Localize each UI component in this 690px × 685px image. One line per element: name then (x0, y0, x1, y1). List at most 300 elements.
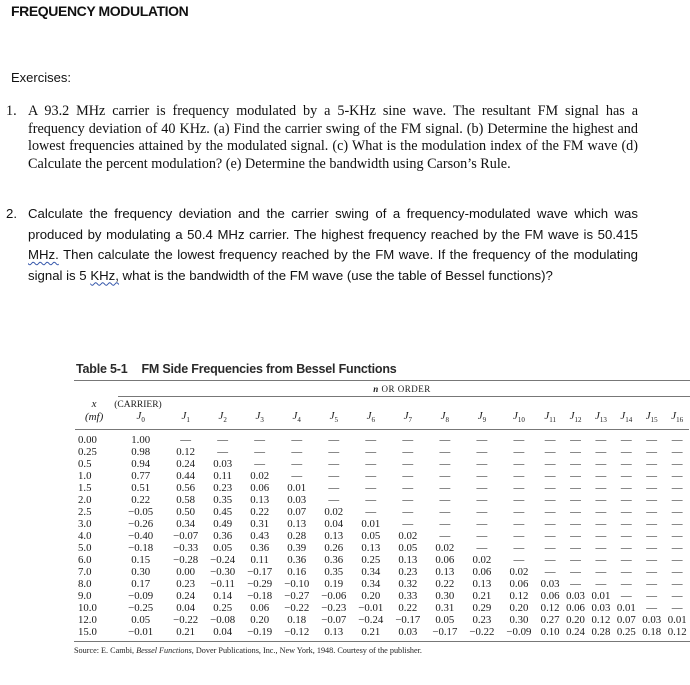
bessel-value: — (217, 446, 229, 459)
bessel-value: 0.02 (398, 530, 418, 543)
bessel-value: −0.01 (358, 602, 384, 615)
table-row (74, 458, 690, 470)
bessel-value: 0.26 (324, 542, 344, 555)
bessel-value: — (620, 482, 632, 495)
bessel-value: — (595, 458, 607, 471)
bessel-value: — (646, 494, 658, 507)
bessel-value: — (570, 434, 581, 447)
bessel-table-figure (74, 362, 690, 655)
table-row (74, 518, 690, 530)
bessel-value: — (595, 530, 607, 543)
x-value: 2.0 (78, 494, 92, 507)
bessel-value: — (570, 506, 581, 519)
bessel-value: — (513, 554, 525, 567)
x-value: 2.5 (78, 506, 92, 519)
bessel-value: 0.15 (131, 554, 151, 567)
section-label: Exercises: (11, 70, 71, 85)
column-header-j1: $J_1$ (181, 410, 190, 425)
bessel-value: — (254, 446, 266, 459)
bessel-value: 0.12 (509, 590, 529, 603)
bessel-value: 0.35 (213, 494, 233, 507)
bessel-value: — (402, 458, 414, 471)
table-row (74, 434, 690, 446)
bessel-value: 0.02 (435, 542, 455, 555)
bessel-value: — (646, 590, 658, 603)
bessel-value: −0.19 (247, 626, 273, 639)
bessel-value: — (328, 470, 340, 483)
table-row (74, 494, 690, 506)
bessel-value: — (595, 494, 607, 507)
bessel-value: 0.58 (176, 494, 196, 507)
bessel-value: 0.06 (435, 554, 455, 567)
bessel-value: — (620, 518, 632, 531)
bessel-value: −0.28 (173, 554, 199, 567)
bessel-value: 0.05 (131, 614, 151, 627)
x-value: 12.0 (78, 614, 97, 627)
source-book: Bessel Functions (136, 646, 192, 656)
bessel-value: 0.36 (213, 530, 233, 543)
bessel-value: — (620, 470, 632, 483)
bessel-value: 0.33 (398, 590, 418, 603)
bessel-value: 0.24 (566, 626, 585, 639)
bessel-value: 0.36 (250, 542, 270, 555)
bessel-value: 0.25 (213, 602, 233, 615)
bessel-value: 0.06 (566, 602, 585, 615)
bessel-value: 0.03 (540, 578, 560, 591)
bessel-value: — (671, 590, 683, 603)
x-value: 1.0 (78, 470, 92, 483)
bessel-value: — (595, 542, 607, 555)
bessel-value: 0.06 (250, 602, 270, 615)
bessel-value: 0.23 (398, 566, 418, 579)
bessel-value: −0.18 (128, 542, 154, 555)
bessel-value: — (620, 554, 632, 567)
bessel-value: 0.06 (540, 590, 560, 603)
bessel-value: — (620, 566, 632, 579)
order-header (114, 381, 690, 396)
bessel-value: — (646, 506, 658, 519)
bessel-value: — (671, 482, 683, 495)
column-header-j16: $J_{16}$ (671, 410, 684, 425)
column-header-j12: $J_{12}$ (569, 410, 582, 425)
bessel-value: 0.14 (213, 590, 233, 603)
bessel-value: −0.24 (210, 554, 236, 567)
bessel-value: −0.30 (210, 566, 236, 579)
bessel-value: — (595, 446, 607, 459)
bessel-value: — (570, 458, 581, 471)
bessel-value: 0.05 (435, 614, 455, 627)
bessel-value: — (620, 590, 632, 603)
bessel-value: 0.35 (324, 566, 344, 579)
bessel-value: — (513, 434, 525, 447)
bessel-value: 0.19 (324, 578, 344, 591)
bessel-value: 0.30 (509, 614, 529, 627)
bessel-value: 0.43 (250, 530, 270, 543)
bessel-value: — (544, 458, 556, 471)
bessel-value: — (570, 518, 581, 531)
bessel-value: — (671, 470, 683, 483)
bessel-value: 0.36 (287, 554, 307, 567)
table-row (74, 542, 690, 554)
bessel-value: — (671, 446, 683, 459)
bessel-value: — (570, 494, 581, 507)
bessel-value: −0.22 (284, 602, 310, 615)
bessel-value: 0.16 (287, 566, 307, 579)
bessel-value: 0.94 (131, 458, 151, 471)
bessel-value: — (476, 470, 488, 483)
bessel-value: — (439, 530, 451, 543)
bessel-value: — (513, 518, 525, 531)
bessel-value: −0.27 (284, 590, 310, 603)
bessel-value: — (671, 518, 683, 531)
bessel-value: 0.23 (472, 614, 492, 627)
bessel-value: — (402, 446, 414, 459)
bessel-value: 0.01 (667, 614, 687, 627)
bessel-value: — (513, 446, 525, 459)
table-source (74, 646, 690, 655)
bessel-value: 0.22 (435, 578, 455, 591)
bessel-value: — (513, 470, 525, 483)
question-text (28, 204, 638, 286)
source-text: , Dover Publications, Inc., New York, 1948. Courtesy of the publisher. (191, 646, 422, 656)
bessel-value: — (620, 578, 632, 591)
bessel-value: — (646, 470, 658, 483)
bessel-value: — (595, 482, 607, 495)
bessel-value: — (671, 530, 683, 543)
bessel-value: 0.45 (213, 506, 233, 519)
bessel-value: 0.21 (361, 626, 381, 639)
column-header-j6: $J_6$ (366, 410, 375, 425)
bessel-value: — (570, 530, 581, 543)
bessel-value: −0.33 (173, 542, 199, 555)
bessel-value: −0.10 (284, 578, 310, 591)
column-header-j14: $J_{14}$ (620, 410, 633, 425)
bessel-value: 0.03 (287, 494, 307, 507)
bessel-value: 0.13 (324, 626, 344, 639)
bessel-value: — (620, 506, 632, 519)
column-header-j9: $J_9$ (477, 410, 487, 425)
bessel-value: — (328, 482, 340, 495)
bessel-value: — (513, 458, 525, 471)
bessel-value: — (646, 554, 658, 567)
bessel-value: 0.30 (131, 566, 151, 579)
bessel-value: — (365, 494, 377, 507)
column-header-j13: $J_{13}$ (594, 410, 607, 425)
bessel-value: — (646, 602, 658, 615)
bessel-value: — (544, 566, 556, 579)
bessel-value: — (365, 470, 377, 483)
bessel-value: 0.01 (591, 590, 611, 603)
bessel-value: 0.06 (472, 566, 492, 579)
bessel-value: 0.01 (287, 482, 307, 495)
mf-header: (mf) (84, 411, 104, 424)
table-row (74, 602, 690, 614)
question-number: 2. (6, 206, 17, 221)
bessel-value: — (291, 470, 303, 483)
column-header-j2: $J_2$ (218, 410, 227, 425)
bessel-value: 0.31 (250, 518, 270, 531)
bessel-value: — (439, 470, 451, 483)
bessel-value: — (570, 542, 581, 555)
bessel-value: 0.00 (176, 566, 196, 579)
bessel-value: — (595, 578, 607, 591)
bessel-value: 0.13 (472, 578, 492, 591)
bessel-value: 0.04 (213, 626, 233, 639)
bessel-value: −0.17 (395, 614, 421, 627)
question-2 (6, 204, 638, 286)
bessel-value: — (671, 434, 683, 447)
bessel-value: — (476, 482, 488, 495)
bessel-value: — (671, 578, 683, 591)
table-row (74, 566, 690, 578)
bessel-value: −0.18 (247, 590, 273, 603)
bessel-value: 0.98 (131, 446, 151, 459)
x-value: 8.0 (78, 578, 92, 591)
x-value: 7.0 (78, 566, 92, 579)
bessel-value: — (620, 530, 632, 543)
bessel-value: 0.50 (176, 506, 196, 519)
table-row (74, 530, 690, 542)
question-1 (6, 103, 638, 173)
bessel-value: 0.77 (131, 470, 151, 483)
x-value: 15.0 (78, 626, 97, 639)
carrier-header: (CARRIER) (114, 400, 162, 410)
x-value: 9.0 (78, 590, 92, 603)
bessel-value: — (671, 602, 683, 615)
bessel-value: 0.13 (398, 554, 418, 567)
x-value: 0.25 (78, 446, 97, 459)
bessel-value: 0.51 (131, 482, 151, 495)
bessel-value: — (476, 542, 488, 555)
bessel-value: 0.29 (472, 602, 492, 615)
bessel-value: — (646, 458, 658, 471)
bessel-value: — (439, 518, 451, 531)
bessel-value: — (646, 530, 658, 543)
column-header-j5: $J_5$ (329, 410, 338, 425)
bessel-value: — (671, 506, 683, 519)
column-header-j7: $J_7$ (403, 410, 413, 425)
bessel-value: 0.02 (472, 554, 492, 567)
bessel-value: 0.18 (642, 626, 662, 639)
bessel-value: — (544, 470, 556, 483)
bessel-value: — (402, 482, 414, 495)
bessel-value: 0.18 (287, 614, 307, 627)
table-row (74, 626, 690, 638)
bessel-value: 0.05 (398, 542, 418, 555)
bessel-value: — (595, 434, 607, 447)
bessel-value: — (570, 482, 581, 495)
bessel-value: 0.12 (176, 446, 196, 459)
bessel-value: — (439, 434, 451, 447)
bessel-value: 0.31 (435, 602, 455, 615)
column-header-j15: $J_{15}$ (645, 410, 658, 425)
bessel-value: 0.03 (213, 458, 233, 471)
bessel-value: 0.06 (250, 482, 270, 495)
bessel-value: 0.03 (398, 626, 418, 639)
bessel-value: — (513, 530, 525, 543)
bessel-value: — (402, 470, 414, 483)
bessel-value: — (595, 506, 607, 519)
bessel-value: — (620, 494, 632, 507)
bessel-value: — (544, 494, 556, 507)
bessel-value: 0.34 (176, 518, 196, 531)
column-header-j8: $J_8$ (440, 410, 450, 425)
bessel-value: 0.12 (540, 602, 560, 615)
table-row (74, 470, 690, 482)
bessel-value: −0.25 (128, 602, 154, 615)
bessel-value: 0.03 (591, 602, 611, 615)
bessel-value: — (620, 542, 632, 555)
table-label: Table 5-1 (76, 362, 128, 376)
bessel-value: 0.07 (616, 614, 636, 627)
bessel-value: 0.32 (398, 578, 418, 591)
bessel-value: — (671, 566, 683, 579)
bessel-value: — (620, 458, 632, 471)
bessel-value: — (402, 494, 414, 507)
bessel-value: — (513, 494, 525, 507)
bessel-value: −0.23 (321, 602, 347, 615)
bessel-value: — (365, 482, 377, 495)
bessel-value: −0.07 (321, 614, 347, 627)
bessel-value: — (646, 566, 658, 579)
bessel-value: — (328, 458, 340, 471)
bessel-value: — (646, 446, 658, 459)
bessel-value: −0.09 (506, 626, 532, 639)
bessel-value: — (291, 458, 303, 471)
bessel-table (74, 397, 690, 638)
x-value: 0.5 (78, 458, 92, 471)
bessel-value: 0.05 (213, 542, 233, 555)
bessel-value: — (570, 554, 581, 567)
table-row (74, 578, 690, 590)
bessel-value: −0.09 (128, 590, 154, 603)
bessel-value: — (439, 482, 451, 495)
bessel-value: 0.24 (176, 590, 196, 603)
bessel-value: 0.12 (591, 614, 611, 627)
x-value: 3.0 (78, 518, 92, 531)
bessel-value: −0.40 (128, 530, 154, 543)
x-value: 10.0 (78, 602, 97, 615)
bessel-value: — (476, 530, 488, 543)
bessel-value: −0.06 (321, 590, 347, 603)
bessel-value: 0.06 (509, 578, 529, 591)
bessel-value: — (513, 542, 525, 555)
column-header-j4: $J_4$ (292, 410, 301, 425)
bessel-value: — (544, 554, 556, 567)
bessel-value: — (254, 434, 266, 447)
bessel-value: 0.20 (566, 614, 585, 627)
bessel-value: — (476, 494, 488, 507)
bessel-value: — (671, 542, 683, 555)
x-value: 0.00 (78, 434, 97, 447)
table-row (74, 482, 690, 494)
bessel-value: 0.17 (131, 578, 151, 591)
bessel-value: — (646, 542, 658, 555)
bessel-value: 0.21 (472, 590, 492, 603)
question-text-part: Then calculate the lowest frequency reached by the FM wave. If the frequency of the modulating signal is 5 (28, 247, 638, 283)
bessel-value: 0.13 (435, 566, 455, 579)
bessel-value: 1.00 (131, 434, 151, 447)
bessel-value: — (570, 578, 581, 591)
table-row (74, 614, 690, 626)
spellcheck-underlined-word: MHz. (28, 247, 59, 262)
question-text-part: Calculate the frequency deviation and the carrier swing of a frequency-modulated wave which was produced by modulating a 50.4 MHz carrier. The highest frequency reached by the FM wave is 50.415 (28, 206, 638, 242)
bessel-value: — (328, 494, 340, 507)
bessel-value: — (439, 458, 451, 471)
bessel-value: — (570, 446, 581, 459)
bessel-value: 0.49 (213, 518, 233, 531)
bessel-value: 0.13 (324, 530, 344, 543)
bessel-value: — (620, 446, 632, 459)
bessel-value: — (544, 518, 556, 531)
bessel-value: 0.20 (250, 614, 270, 627)
bessel-value: 0.56 (176, 482, 196, 495)
bessel-value: — (291, 434, 303, 447)
divider (74, 641, 690, 642)
bessel-value: 0.28 (591, 626, 611, 639)
bessel-value: — (476, 434, 488, 447)
bessel-value: 0.01 (361, 518, 381, 531)
bessel-value: — (402, 506, 414, 519)
bessel-value: 0.28 (287, 530, 307, 543)
bessel-value: −0.07 (173, 530, 199, 543)
x-value: 4.0 (78, 530, 92, 543)
bessel-value: −0.22 (469, 626, 495, 639)
bessel-value: — (544, 446, 556, 459)
table-row (74, 554, 690, 566)
bessel-value: −0.01 (128, 626, 154, 639)
question-text-part: what is the bandwidth of the FM wave (use the table of Bessel functions)? (118, 267, 553, 283)
table-row (74, 590, 690, 602)
bessel-value: — (254, 458, 266, 471)
table-row (74, 446, 690, 458)
bessel-value: 0.20 (361, 590, 381, 603)
bessel-value: 0.10 (540, 626, 560, 639)
bessel-value: −0.24 (358, 614, 384, 627)
bessel-value: — (476, 506, 488, 519)
bessel-value: 0.03 (642, 614, 662, 627)
bessel-value: 0.44 (176, 470, 196, 483)
table-row (74, 506, 690, 518)
order-n: n (373, 384, 379, 394)
bessel-value: 0.25 (616, 626, 636, 639)
bessel-value: — (513, 482, 525, 495)
bessel-value: — (595, 566, 607, 579)
bessel-value: −0.08 (210, 614, 236, 627)
bessel-value: — (291, 446, 303, 459)
bessel-value: 0.22 (398, 602, 418, 615)
bessel-value: 0.04 (324, 518, 344, 531)
bessel-value: — (544, 530, 556, 543)
bessel-value: — (180, 434, 192, 447)
bessel-value: 0.30 (435, 590, 455, 603)
bessel-value: 0.25 (361, 554, 381, 567)
column-header-j3: $J_3$ (255, 410, 264, 425)
bessel-value: — (476, 458, 488, 471)
column-header-j0: $J_0$ (136, 410, 145, 425)
bessel-value: — (365, 458, 377, 471)
bessel-value: 0.11 (213, 470, 232, 483)
bessel-value: — (217, 434, 229, 447)
column-header-j11: $J_{11}$ (544, 410, 556, 425)
bessel-value: — (544, 434, 556, 447)
bessel-value: −0.17 (432, 626, 458, 639)
question-number: 1. (6, 103, 17, 119)
bessel-value: — (646, 518, 658, 531)
x-value: 1.5 (78, 482, 92, 495)
bessel-value: — (476, 518, 488, 531)
bessel-value: 0.12 (667, 626, 687, 639)
